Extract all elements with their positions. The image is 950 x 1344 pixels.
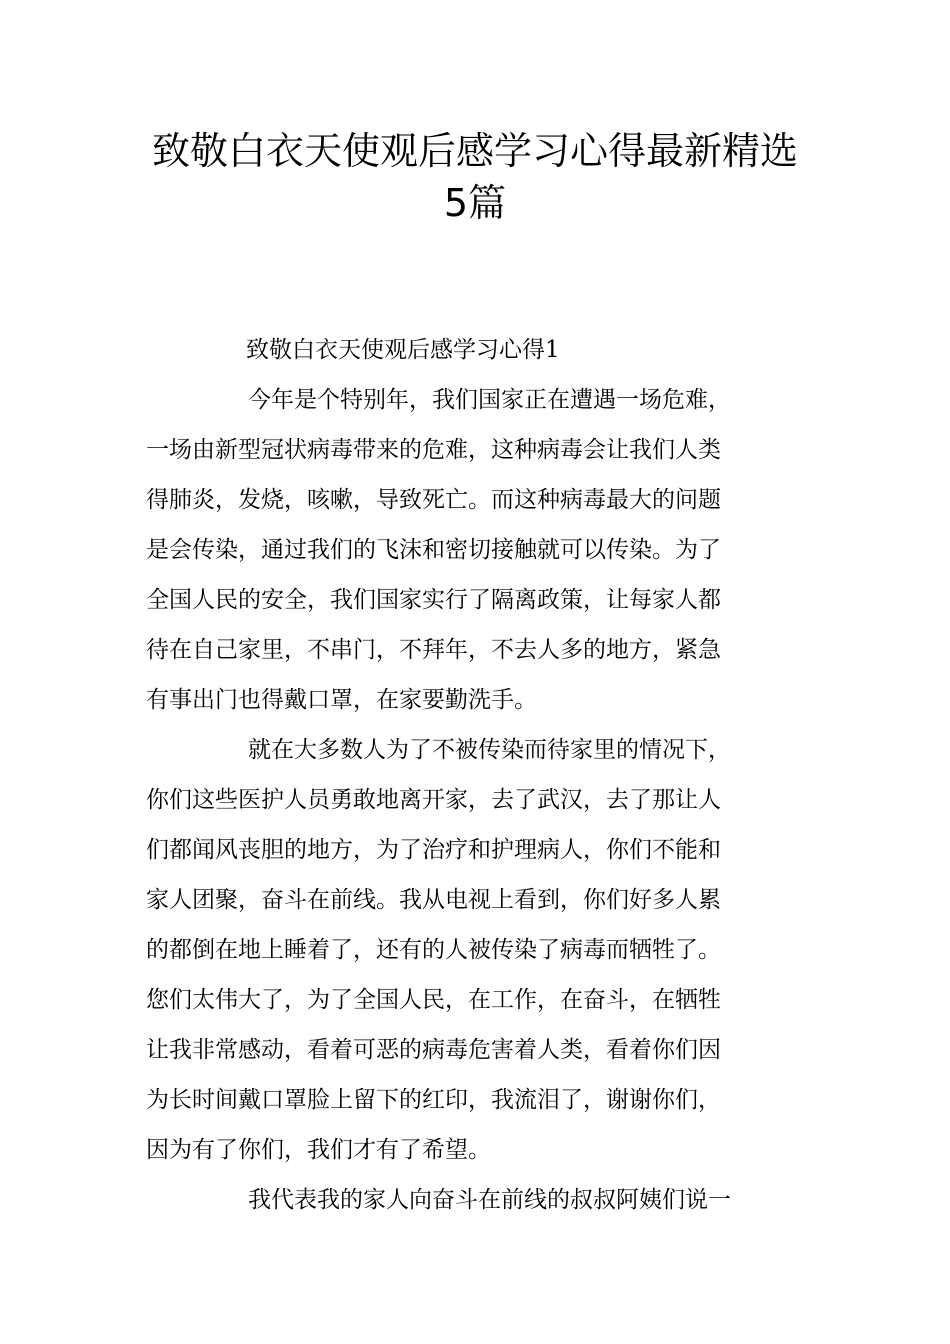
document-title-line-2: 5篇: [443, 181, 507, 225]
paragraph-1-line-4: 是会传染，通过我们的飞沫和密切接触就可以传染。为了: [146, 537, 721, 563]
paragraph-2-line-3: 们都闻风丧胆的地方，为了治疗和护理病人，你们不能和: [146, 837, 721, 863]
paragraph-2-line-9: 因为有了你们，我们才有了希望。: [146, 1137, 491, 1163]
paragraph-1-line-7: 有事出门也得戴口罩，在家要勤洗手。: [146, 687, 537, 713]
paragraph-1-line-5: 全国人民的安全，我们国家实行了隔离政策，让每家人都: [146, 587, 721, 613]
paragraph-1-line-1: 今年是个特别年，我们国家正在遭遇一场危难，: [248, 387, 731, 413]
paragraph-1-line-6: 待在自己家里，不串门，不拜年，不去人多的地方，紧急: [146, 637, 721, 663]
document-title-line-1: 致敬白衣天使观后感学习心得最新精选: [151, 129, 798, 173]
paragraph-2-line-4: 家人团聚，奋斗在前线。我从电视上看到，你们好多人累: [146, 887, 721, 913]
paragraph-2-line-5: 的都倒在地上睡着了，还有的人被传染了病毒而牺牲了。: [146, 937, 721, 963]
paragraph-2-line-1: 就在大多数人为了不被传染而待家里的情况下，: [248, 737, 731, 763]
paragraph-1-line-3: 得肺炎，发烧，咳嗽，导致死亡。而这种病毒最大的问题: [146, 487, 721, 513]
section-heading: 致敬白衣天使观后感学习心得1: [246, 337, 560, 363]
paragraph-2-line-7: 让我非常感动，看着可恶的病毒危害着人类，看着你们因: [146, 1037, 721, 1063]
paragraph-2-line-2: 你们这些医护人员勇敢地离开家，去了武汉，去了那让人: [146, 787, 721, 813]
paragraph-3-line-1: 我代表我的家人向奋斗在前线的叔叔阿姨们说一: [248, 1187, 731, 1213]
paragraph-2-line-8: 为长时间戴口罩脸上留下的红印，我流泪了，谢谢你们，: [146, 1087, 721, 1113]
paragraph-1-line-2: 一场由新型冠状病毒带来的危难，这种病毒会让我们人类: [146, 437, 721, 463]
paragraph-2-line-6: 您们太伟大了，为了全国人民，在工作，在奋斗，在牺牲: [146, 987, 721, 1013]
